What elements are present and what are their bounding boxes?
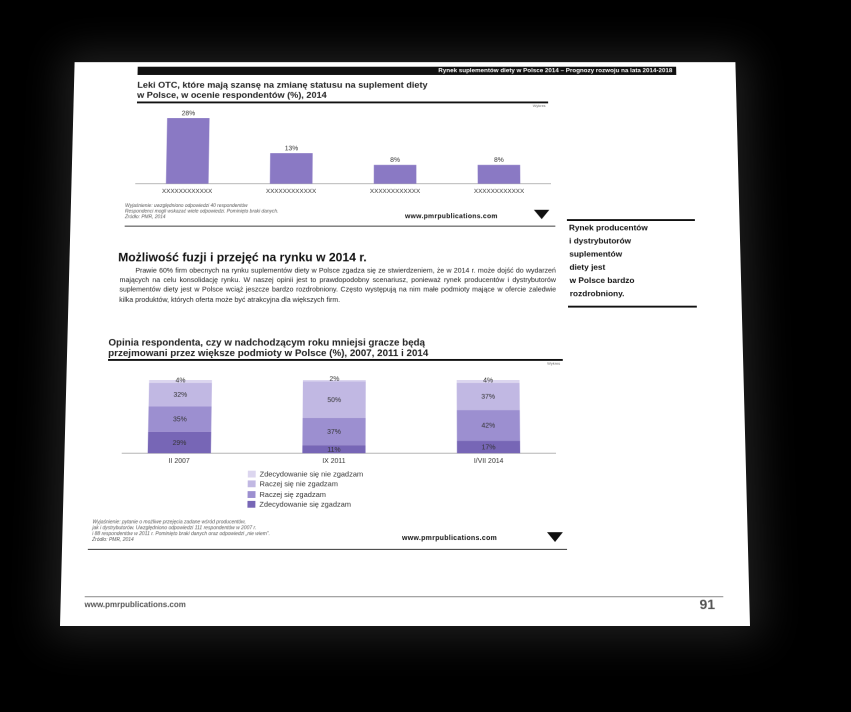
chart1-bottom-rule <box>125 226 556 227</box>
chart1-title-rule <box>137 102 548 103</box>
running-header: Rynek suplementów diety w Polsce 2014 – Prognozy rozwoju na lata 2014-2018 <box>138 67 677 75</box>
chart1-bar-chart <box>135 104 551 196</box>
sidebar-bottom-rule <box>568 306 697 308</box>
chart1-corner-label: Wykres <box>532 103 546 108</box>
chart1-bar <box>478 165 521 184</box>
sidebar-callout: Rynek producentów i dystrybutorów suplementów diety jest w Polsce bardzo rozdrobniony. <box>568 222 648 299</box>
footer-rule <box>85 596 724 597</box>
chart2-legend-item <box>248 469 363 479</box>
chart2-legend-item <box>247 499 363 509</box>
chart2-bottom-rule <box>88 549 567 550</box>
legend-swatch <box>248 470 256 477</box>
legend-label: Raczej się nie zgadzam <box>259 479 338 489</box>
chart2-segment-label: 4% <box>175 377 186 385</box>
legend-label: Zdecydowanie się zgadzam <box>259 500 352 509</box>
chart2-brand: www.pmrpublications.com <box>402 535 498 542</box>
legend-swatch <box>248 481 256 488</box>
chart1-notes: Wyjaśnienie: uwzględniono odpowiedzi 40 respondentów Respondenci mogli wskazać wiele odpowiedzi. Pominięto braki danych. Źródło: PMR, 2014 <box>124 203 279 221</box>
chart2-segment-label: 4% <box>483 377 494 385</box>
legend-swatch <box>247 501 255 508</box>
chart2-segment-label: 37% <box>327 429 341 436</box>
chart1-bar <box>166 118 210 184</box>
chart1-bar <box>374 165 417 184</box>
footer-url: www.pmrpublications.com <box>84 600 186 610</box>
chart2-category-label: I/VII 2014 <box>473 457 504 465</box>
chart1-category-label: XXXXXXXXXXXX <box>369 188 421 195</box>
legend-label: Raczej się zgadzam <box>259 489 326 499</box>
page-number: 91 <box>699 596 716 613</box>
chart2-segment-label: 50% <box>327 397 342 405</box>
legend-swatch <box>248 491 256 498</box>
chart2-title: Opinia respondenta, czy w nadchodzącym roku mniejsi gracze będą przejmowani przez większe podmioty w Polsce (%), 2007, 2011 i 2014 <box>108 337 429 359</box>
chart2-segment-label: 32% <box>173 392 188 399</box>
chart2-segment-label: 29% <box>172 440 187 447</box>
chart1-value-label: 13% <box>284 145 299 153</box>
chart2-legend-item <box>248 489 364 499</box>
chart2-segment-label: 42% <box>481 422 496 430</box>
chart2-legend-item <box>248 479 363 489</box>
chart1-value-label: 28% <box>181 110 196 118</box>
chart2-segment-label: 2% <box>329 376 340 383</box>
chart1-brand: www.pmrpublications.com <box>405 213 498 221</box>
report-page <box>60 62 750 626</box>
chart2-category-label: II 2007 <box>168 457 190 465</box>
pmr-logo-icon <box>547 532 563 542</box>
chart1-bar <box>270 153 313 184</box>
chart2-title-rule <box>108 359 563 360</box>
chart2-segment-label: 37% <box>481 393 496 401</box>
legend-label: Zdecydowanie się nie zgadzam <box>259 469 364 479</box>
chart1-value-label: 8% <box>390 157 400 165</box>
chart2-segment-label: 35% <box>172 416 187 424</box>
chart2-segment-label: 17% <box>481 444 496 452</box>
chart2-category-label: IX 2011 <box>322 457 346 465</box>
chart1-category-label: XXXXXXXXXXXX <box>265 188 317 195</box>
chart2-corner-label: Wykres <box>547 360 561 366</box>
chart2-stacked-bar-chart <box>102 365 566 465</box>
chart2-legend <box>247 469 363 510</box>
section-heading: Możliwość fuzji i przejęć na rynku w 2014 r. <box>118 250 367 265</box>
chart1-value-label: 8% <box>493 157 504 165</box>
chart1-category-label: XXXXXXXXXXXX <box>161 188 213 195</box>
chart2-segment-label: 11% <box>327 446 341 454</box>
chart1-title: Leki OTC, które mają szansę na zmianę statusu na suplement diety w Polsce, w ocenie respondentów (%), 2014 <box>137 80 428 101</box>
chart2-notes: Wyjaśnienie: pytanie o możliwe przejęcia zadane wśród producentów, jak i dystrybutorów. Uwzględniono odpowiedzi 111 respondentów w 2007 r. i 88 respondentów w 2011 r. Pominięto braki danych oraz odpowiedzi „nie wiem”. Źródło: PMR, 2014 <box>91 519 270 543</box>
pmr-logo-icon <box>534 210 550 219</box>
section-paragraph: Prawie 60% firm obecnych na rynku suplementów diety w Polsce zgadza się ze stwierdzeniem, że w 2014 r. może dojść do wydarzeń mających na celu konsolidację rynku. W naszej opinii jest to prawdopodobny scenariusz, ponieważ rynek producentów i dystrybutorów suplementów diety jest w Polsce wciąż jeszcze bardzo rozdrobniony. Często występują na nim małe podmioty mające w ofercie zaledwie kilka produktów, których oferta może być atrakcyjna dla większych firm. <box>119 266 557 304</box>
chart1-category-label: XXXXXXXXXXXX <box>473 188 525 195</box>
